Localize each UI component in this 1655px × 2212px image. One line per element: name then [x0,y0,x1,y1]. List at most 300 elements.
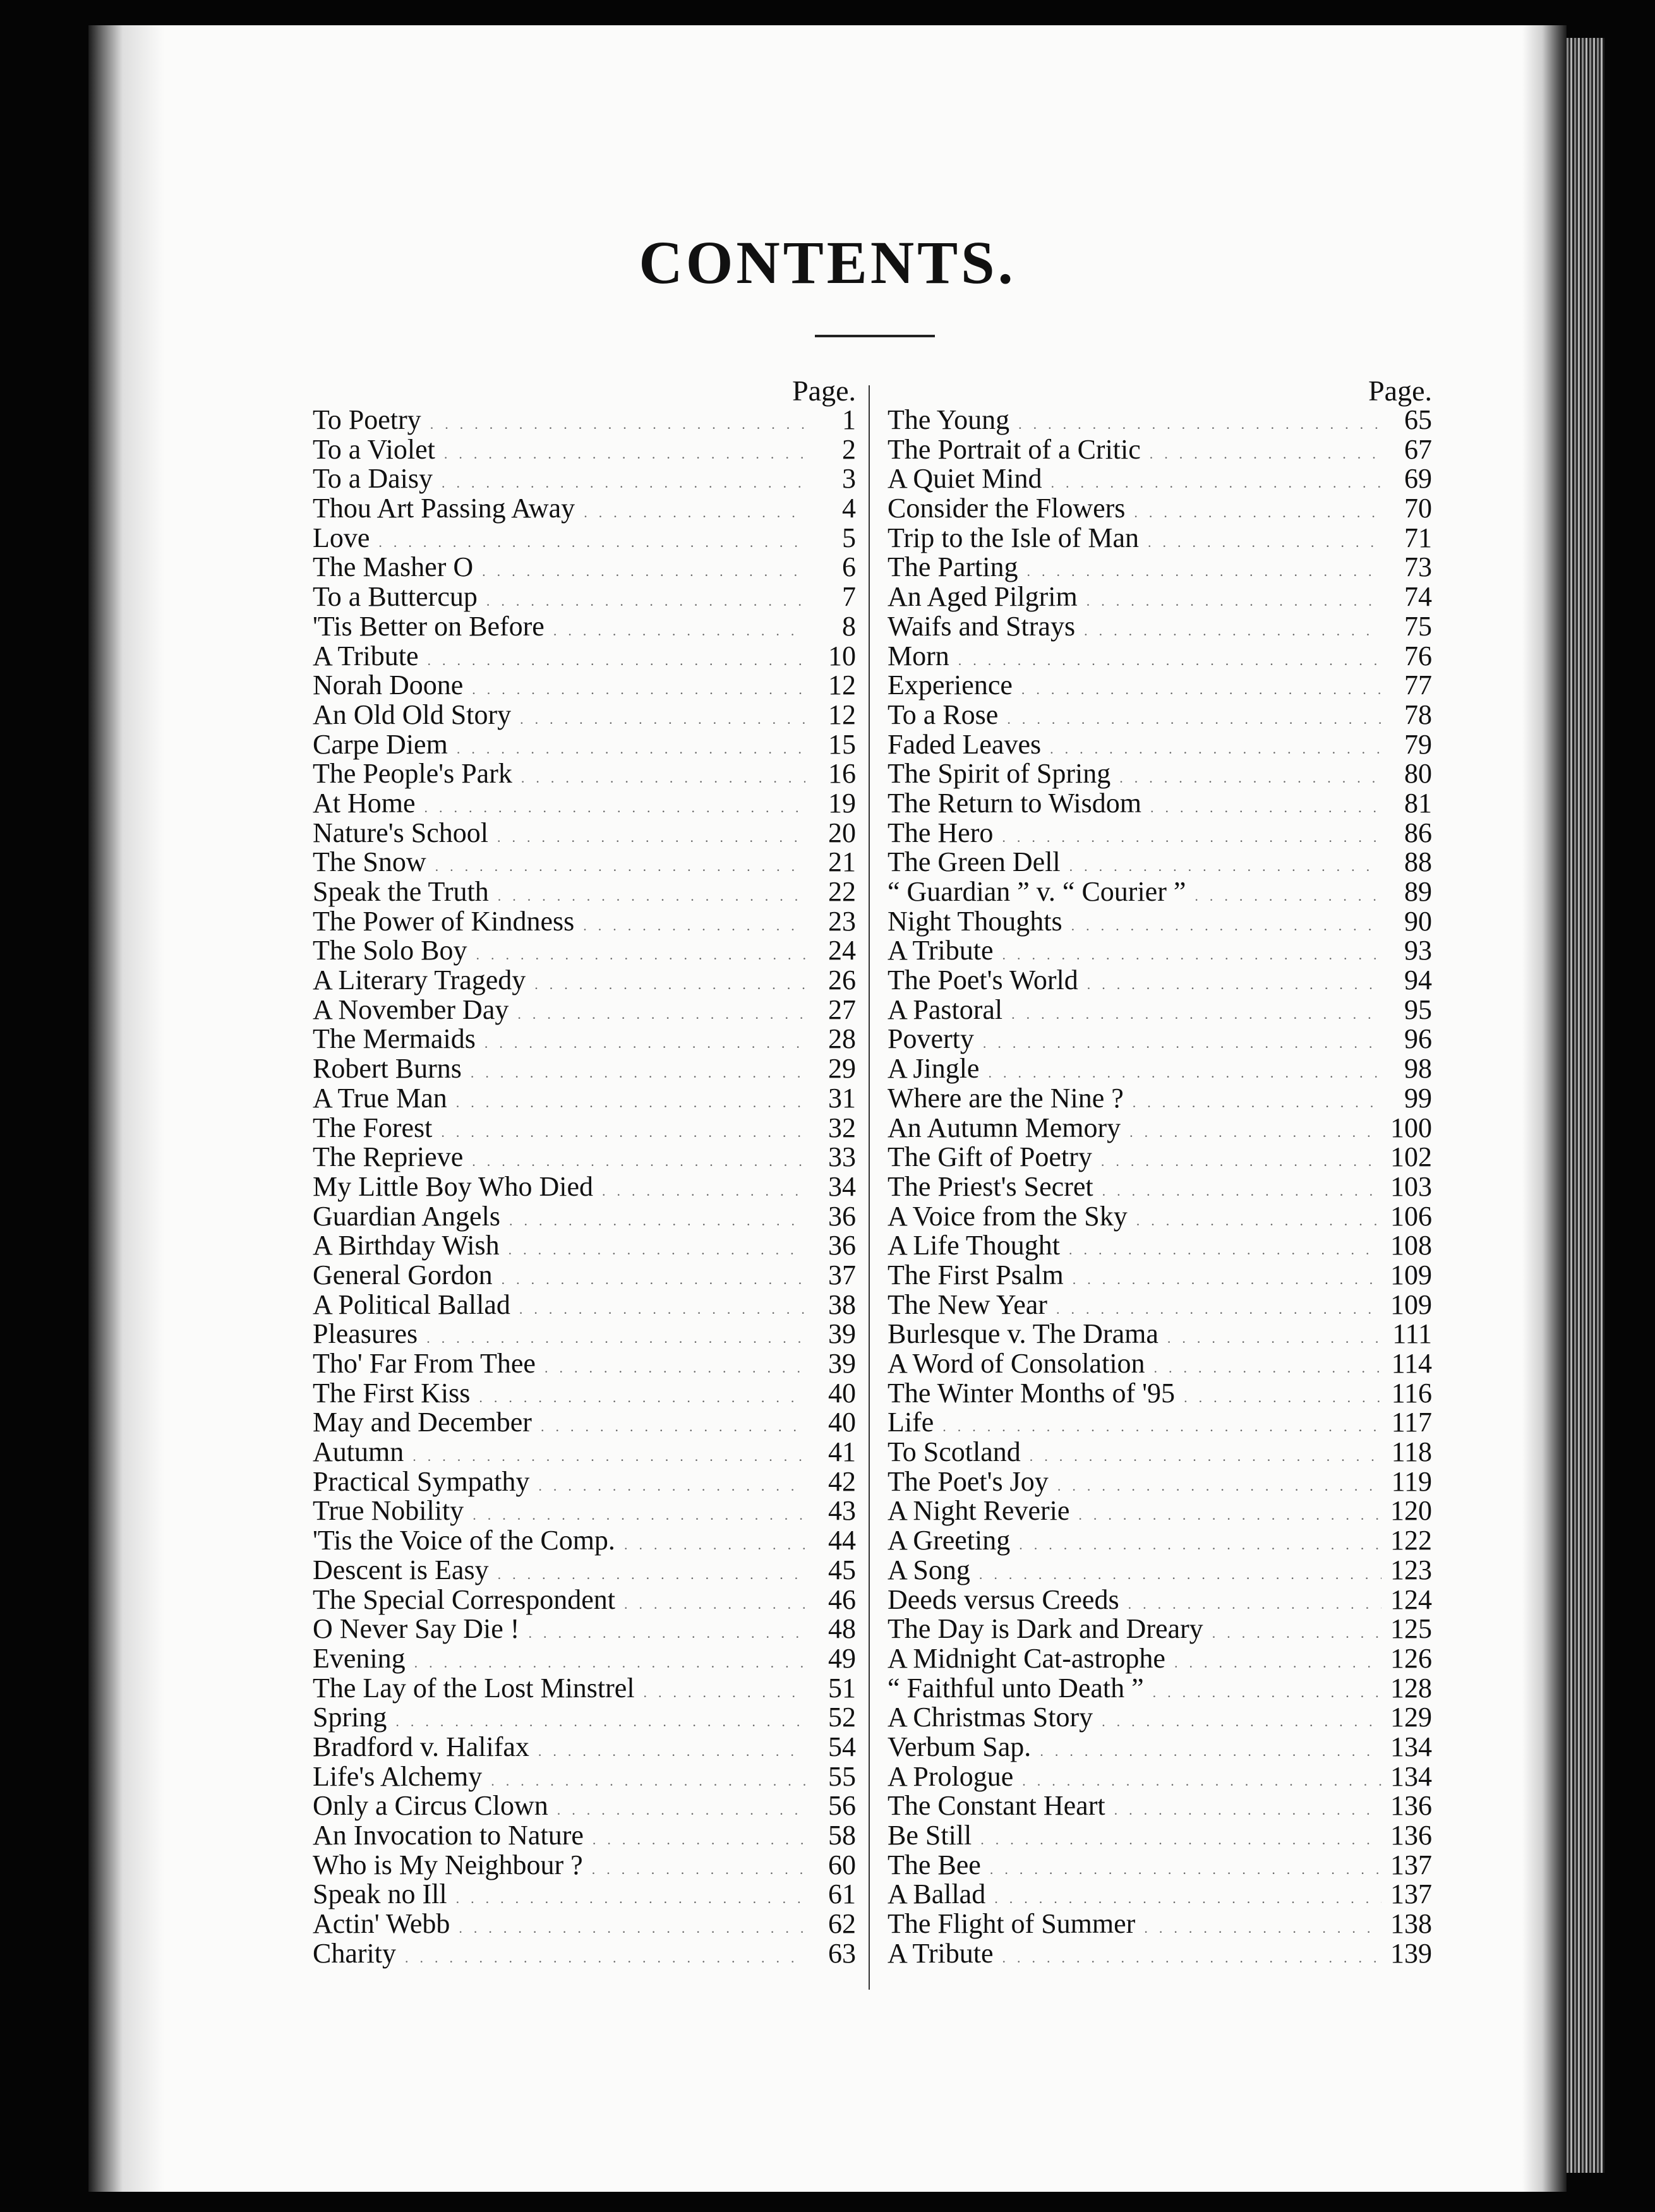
contents-entry [313,1791,856,1821]
dot-leader [528,1619,805,1649]
entry-page-number: 48 [828,1613,856,1645]
entry-page-number: 98 [1404,1053,1432,1085]
entry-page-number: 78 [1404,699,1432,730]
entry-title: The Winter Months of '95 [888,1377,1176,1409]
entry-page-number: 122 [1390,1525,1432,1556]
contents-entry [888,848,1432,877]
contents-entry [888,1644,1432,1674]
entry-page-number: 116 [1391,1377,1432,1409]
contents-entry [313,966,856,995]
entry-page-number: 120 [1390,1495,1432,1527]
contents-entry [888,877,1432,907]
entry-title: A Quiet Mind [888,463,1042,495]
entry-title: Spring [313,1702,387,1733]
entry-title: The People's Park [313,758,512,790]
contents-entry [888,642,1432,671]
contents-entry [313,936,856,966]
entry-title: Speak no Ill [313,1878,447,1910]
dot-leader [1019,1530,1381,1560]
entry-title: Guardian Angels [313,1200,500,1232]
entry-title: The Parting [888,551,1018,583]
contents-entry [313,1231,856,1261]
contents-entry [313,1114,856,1143]
dot-leader [519,1295,805,1325]
entry-page-number: 119 [1391,1465,1432,1497]
entry-page-number: 69 [1404,463,1432,495]
entry-title: An Old Old Story [313,699,512,730]
entry-page-number: 111 [1392,1318,1432,1350]
entry-title: Life's Alchemy [313,1760,483,1792]
contents-entry [888,524,1432,553]
entry-title: A Jingle [888,1053,980,1085]
entry-page-number: 90 [1404,905,1432,937]
dot-leader [1129,1118,1381,1148]
contents-entry [313,1496,856,1526]
entry-page-number: 16 [828,758,856,790]
title-rule [815,335,935,337]
entry-page-number: 21 [828,846,856,878]
entry-page-number: 8 [842,610,856,642]
entry-page-number: 38 [828,1289,856,1320]
dot-leader [1030,1442,1381,1472]
entry-title: Night Thoughts [888,905,1062,937]
dot-leader [1071,911,1381,941]
entry-page-number: 56 [828,1790,856,1822]
entry-page-number: 102 [1390,1141,1432,1173]
contents-entry [888,1408,1432,1438]
contents-entry [888,1025,1432,1054]
entry-page-number: 74 [1404,581,1432,613]
contents-entry [313,700,856,730]
entry-page-number: 20 [828,817,856,848]
contents-entry [313,1674,856,1704]
entry-page-number: 95 [1404,994,1432,1025]
entry-title: Experience [888,670,1013,701]
dot-leader [517,1000,805,1030]
contents-entry [313,1585,856,1615]
contents-entry [888,1084,1432,1114]
contents-entry [313,1939,856,1969]
dot-leader [1133,1088,1381,1118]
entry-page-number: 4 [842,493,856,524]
contents-entry [888,1231,1432,1261]
entry-title: Love [313,522,370,553]
dot-leader [484,1029,805,1059]
entry-page-number: 44 [828,1525,856,1556]
entry-page-number: 75 [1404,610,1432,642]
contents-entry [888,435,1432,465]
contents-entry [313,1526,856,1556]
entry-title: The Portrait of a Critic [888,433,1141,465]
entry-title: Nature's School [313,817,488,848]
entry-page-number: 71 [1404,522,1432,553]
dot-leader [459,1914,805,1944]
dot-leader [1084,616,1381,646]
entry-title: My Little Boy Who Died [313,1170,594,1202]
dot-leader [602,1177,805,1206]
entry-title: A Voice from the Sky [888,1200,1128,1232]
dot-leader [430,410,805,440]
contents-entry [313,1851,856,1880]
contents-entry [888,730,1432,760]
contents-entry [313,1880,856,1909]
entry-title: Consider the Flowers [888,493,1126,524]
entry-page-number: 118 [1391,1436,1432,1468]
contents-entry [313,730,856,760]
contents-entry [313,1054,856,1084]
entry-page-number: 54 [828,1731,856,1762]
entry-title: Pleasures [313,1318,418,1350]
entry-page-number: 36 [828,1230,856,1261]
contents-entry [888,1556,1432,1585]
entry-title: Norah Doone [313,670,464,701]
entry-page-number: 3 [842,463,856,495]
contents-entry [313,1379,856,1409]
contents-entry [888,759,1432,789]
dot-leader [1136,1206,1381,1236]
entry-page-number: 100 [1390,1112,1432,1143]
dot-leader [1021,675,1381,705]
entry-title: O Never Say Die ! [313,1613,520,1645]
contents-entry [888,789,1432,819]
contents-entry [888,1379,1432,1409]
entry-title: A Birthday Wish [313,1230,500,1261]
entry-title: Faded Leaves [888,728,1042,760]
entry-page-number: 41 [828,1436,856,1468]
dot-leader [1153,1678,1381,1708]
dot-leader [541,1412,805,1442]
entry-title: 'Tis Better on Before [313,610,545,642]
contents-entry [888,1319,1432,1349]
entry-page-number: 37 [828,1259,856,1290]
entry-page-number: 34 [828,1170,856,1202]
contents-right-column [888,406,1432,1968]
entry-title: A Greeting [888,1525,1011,1556]
entry-page-number: 23 [828,905,856,937]
contents-entry [313,789,856,819]
page-column-header-left: Page. [792,375,856,407]
entry-page-number: 1 [842,404,856,435]
entry-page-number: 24 [828,935,856,966]
entry-page-number: 123 [1390,1554,1432,1585]
contents-entry [888,1880,1432,1909]
contents-entry [888,612,1432,642]
dot-leader [444,440,805,469]
entry-page-number: 22 [828,876,856,907]
entry-title: Evening [313,1642,406,1674]
contents-left-column [313,406,856,1968]
entry-title: The Lay of the Lost Minstrel [313,1672,635,1704]
entry-title: A Life Thought [888,1230,1060,1261]
entry-page-number: 51 [828,1672,856,1704]
dot-leader [509,1206,805,1236]
entry-page-number: 103 [1390,1170,1432,1202]
entry-title: An Aged Pilgrim [888,581,1078,613]
dot-leader [1040,1737,1381,1767]
entry-page-number: 45 [828,1554,856,1585]
entry-page-number: 52 [828,1702,856,1733]
contents-entry [313,1438,856,1467]
dot-leader [1078,1501,1381,1530]
entry-title: General Gordon [313,1259,493,1290]
dot-leader [1102,1707,1381,1737]
dot-leader [1148,528,1381,558]
contents-entry [313,848,856,877]
entry-title: Robert Burns [313,1053,462,1085]
entry-title: Actin' Webb [313,1908,450,1940]
contents-entry [888,1791,1432,1821]
entry-title: Descent is Easy [313,1554,489,1585]
entry-page-number: 7 [842,581,856,613]
entry-page-number: 117 [1391,1407,1432,1438]
entry-title: Trip to the Isle of Man [888,522,1140,553]
entry-page-number: 32 [828,1112,856,1143]
contents-entry [313,1172,856,1202]
contents-entry [888,1762,1432,1792]
contents-entry [313,1319,856,1349]
contents-entry [888,936,1432,966]
entry-page-number: 31 [828,1082,856,1114]
entry-title: An Autumn Memory [888,1112,1121,1143]
contents-entry [888,819,1432,848]
entry-title: Waifs and Strays [888,610,1076,642]
entry-title: The Solo Boy [313,935,467,966]
entry-page-number: 5 [842,522,856,553]
entry-title: The First Psalm [888,1259,1064,1290]
contents-entry [313,435,856,465]
dot-leader [583,911,805,941]
contents-entry [313,1644,856,1674]
contents-entry [888,1114,1432,1143]
dot-leader [1057,1472,1381,1501]
entry-page-number: 10 [828,640,856,671]
dot-leader [1114,1796,1381,1825]
contents-entry [888,1349,1432,1379]
entry-title: “ Faithful unto Death ” [888,1672,1144,1704]
entry-title: Where are the Nine ? [888,1082,1124,1114]
contents-entry [888,1909,1432,1939]
entry-title: Autumn [313,1436,404,1468]
entry-title: A Political Ballad [313,1289,510,1320]
dot-leader [534,970,805,1000]
contents-entry [888,1143,1432,1172]
contents-entry [888,1674,1432,1704]
entry-title: Verbum Sap. [888,1731,1032,1762]
contents-entry [313,819,856,848]
entry-title: The Constant Heart [888,1790,1105,1822]
entry-page-number: 106 [1390,1200,1432,1232]
entry-title: A Tribute [313,640,419,671]
entry-page-number: 137 [1390,1878,1432,1910]
dot-leader [472,675,805,705]
entry-title: To Poetry [313,404,421,435]
entry-page-number: 60 [828,1849,856,1880]
dot-leader [990,1855,1381,1885]
entry-page-number: 89 [1404,876,1432,907]
contents-entry [313,1349,856,1379]
entry-page-number: 99 [1404,1082,1432,1114]
entry-page-number: 138 [1390,1908,1432,1940]
entry-page-number: 93 [1404,935,1432,966]
entry-title: To a Violet [313,433,435,465]
entry-page-number: 2 [842,433,856,465]
contents-entry [888,582,1432,612]
dot-leader [497,823,805,853]
contents-entry [888,1438,1432,1467]
page-title: CONTENTS. [639,229,1016,296]
contents-entry [313,995,856,1025]
entry-title: The Bee [888,1849,981,1880]
entry-page-number: 26 [828,965,856,996]
entry-title: A Ballad [888,1878,986,1910]
contents-entry [313,1733,856,1762]
contents-entry [313,553,856,582]
dot-leader [553,616,805,646]
entry-title: Deeds versus Creeds [888,1584,1119,1615]
entry-title: The Poet's World [888,965,1078,996]
entry-title: “ Guardian ” v. “ Courier ” [888,876,1186,907]
dot-leader [1167,1324,1381,1354]
entry-title: Speak the Truth [313,876,489,907]
dot-leader [1212,1619,1381,1649]
dot-leader [538,1472,805,1501]
contents-entry [313,406,856,435]
entry-title: To a Buttercup [313,581,478,613]
entry-page-number: 125 [1390,1613,1432,1645]
contents-entry [313,1025,856,1054]
entry-page-number: 129 [1390,1702,1432,1733]
contents-entry [888,1172,1432,1202]
contents-entry [313,1202,856,1232]
column-divider [869,385,870,1990]
entry-title: A Christmas Story [888,1702,1093,1733]
contents-entry [313,759,856,789]
dot-leader [1086,587,1381,616]
entry-page-number: 61 [828,1878,856,1910]
contents-entry [888,1939,1432,1969]
contents-entry [313,1084,856,1114]
contents-entry [313,1909,856,1939]
dot-leader [1150,793,1381,823]
entry-title: Who is My Neighbour ? [313,1849,583,1880]
entry-page-number: 12 [828,699,856,730]
contents-entry [313,582,856,612]
entry-page-number: 137 [1390,1849,1432,1880]
dot-leader [1102,1177,1381,1206]
entry-title: A Song [888,1554,970,1585]
contents-entry [888,1614,1432,1644]
entry-title: Tho' Far From Thee [313,1348,536,1379]
contents-entry [313,1821,856,1851]
contents-entry [313,642,856,671]
entry-title: Bradford v. Halifax [313,1731,529,1762]
dot-leader [456,1088,805,1118]
contents-entry [888,1821,1432,1851]
entry-page-number: 81 [1404,787,1432,819]
contents-entry [888,1261,1432,1290]
entry-page-number: 136 [1390,1790,1432,1822]
entry-page-number: 139 [1390,1937,1432,1969]
dot-leader [1007,705,1381,735]
entry-page-number: 29 [828,1053,856,1085]
dot-leader [644,1678,805,1708]
dot-leader [958,646,1381,676]
entry-title: The Special Correspondent [313,1584,615,1615]
entry-page-number: 55 [828,1760,856,1792]
entry-title: The Mermaids [313,1023,476,1055]
dot-leader [557,1796,805,1825]
contents-entry [888,671,1432,700]
entry-page-number: 128 [1390,1672,1432,1704]
entry-title: To Scotland [888,1436,1021,1468]
entry-page-number: 46 [828,1584,856,1615]
contents-entry [888,464,1432,494]
dot-leader [624,1590,805,1620]
dot-leader [521,764,805,793]
contents-entry [313,1261,856,1290]
contents-entry [888,995,1432,1025]
contents-entry [888,406,1432,435]
entry-title: The Forest [313,1112,433,1143]
entry-title: A Literary Tragedy [313,965,526,996]
entry-title: The Flight of Summer [888,1908,1136,1940]
entry-title: The Day is Dark and Dreary [888,1613,1203,1645]
dot-leader [441,1118,805,1148]
entry-title: The Power of Kindness [313,905,575,937]
entry-title: At Home [313,787,416,819]
entry-title: The Snow [313,846,426,878]
dot-leader [983,1029,1381,1059]
dot-leader [1101,1147,1381,1177]
contents-entry [888,966,1432,995]
entry-page-number: 70 [1404,493,1432,524]
dot-leader [1184,1383,1381,1413]
contents-entry [888,1202,1432,1232]
dot-leader [538,1737,805,1767]
contents-entry [888,1526,1432,1556]
entry-title: May and December [313,1407,532,1438]
contents-entry [313,1556,856,1585]
dot-leader [456,1884,805,1914]
entry-page-number: 80 [1404,758,1432,790]
entry-title: To a Rose [888,699,999,730]
entry-title: Only a Circus Clown [313,1790,548,1822]
entry-title: A Prologue [888,1760,1014,1792]
entry-title: The Poet's Joy [888,1465,1049,1497]
contents-entry [888,1585,1432,1615]
entry-title: An Invocation to Nature [313,1820,584,1851]
dot-leader [1174,1649,1381,1678]
contents-entry [313,877,856,907]
contents-entry [313,1467,856,1497]
entry-title: The Hero [888,817,994,848]
contents-entry [888,907,1432,937]
entry-page-number: 94 [1404,965,1432,996]
dot-leader [482,557,805,587]
entry-title: The Priest's Secret [888,1170,1093,1202]
entry-title: A Tribute [888,935,994,966]
contents-entry [888,1054,1432,1084]
entry-title: A Word of Consolation [888,1348,1145,1379]
entry-page-number: 65 [1404,404,1432,435]
contents-entry [313,1408,856,1438]
entry-title: The Masher O [313,551,474,583]
dot-leader [545,1354,805,1383]
contents-entry [888,1290,1432,1320]
entry-title: Poverty [888,1023,974,1055]
dot-leader [502,1265,805,1295]
entry-title: A True Man [313,1082,447,1114]
